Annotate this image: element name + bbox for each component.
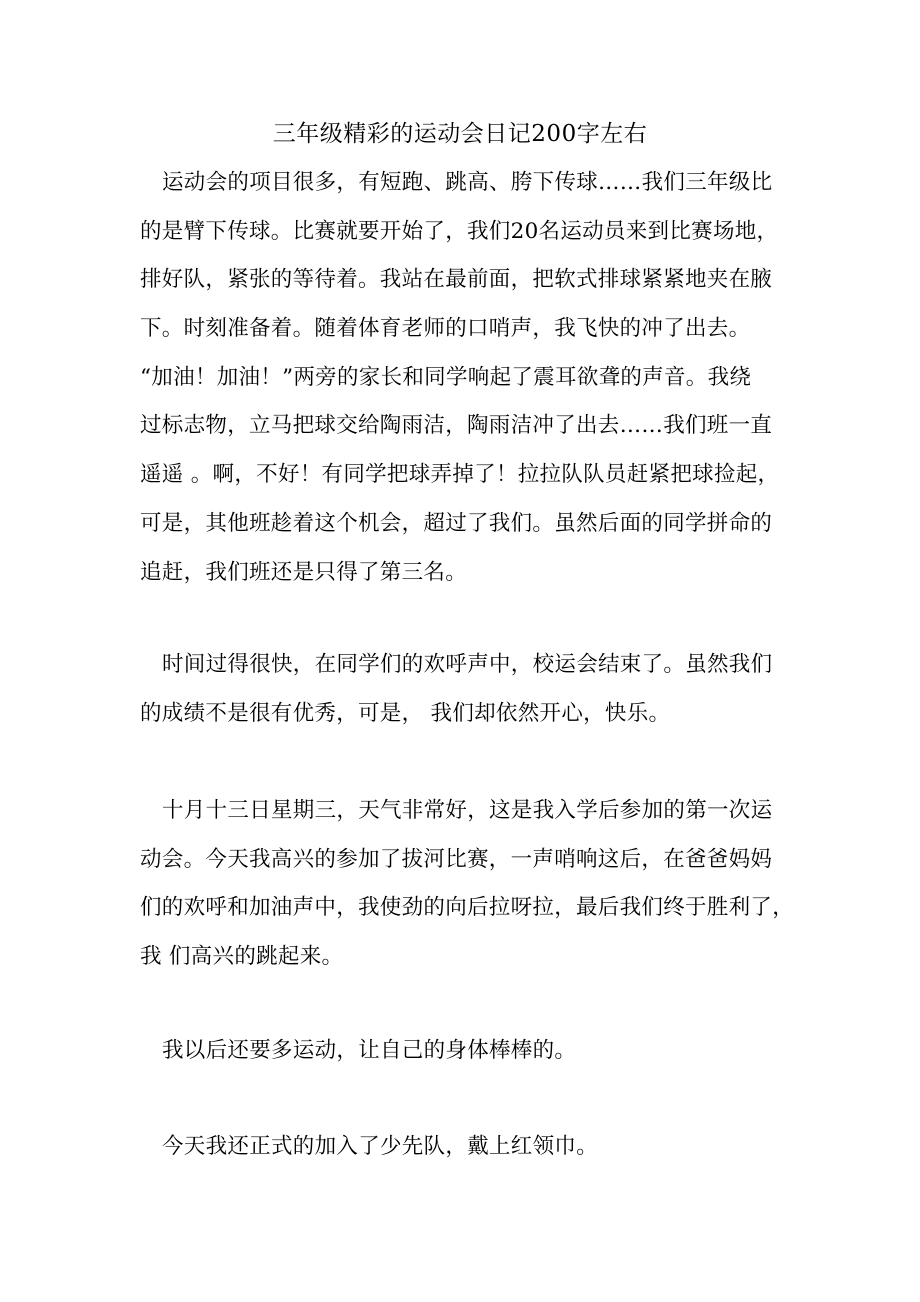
text-line: 排好队，紧张的等待着。我站在最前面，把软式排球紧紧地夹在腋 [140,267,773,293]
paragraph-1 [140,159,790,597]
text-line: 十月十三日星期三，天气非常好，这是我入学后参加的第一次运 [162,798,773,823]
paragraph-2 [140,641,790,738]
text-line: 今天我还正式的加入了少先队，戴上红领巾。 [162,1134,599,1159]
text-line: 时间过得很快，在同学们的欢呼声中，校运会结束了。虽然我们 [162,652,773,677]
text-line: 追赶，我们班还是只得了第三名。 [140,559,468,585]
text-line: 动会。今天我高兴的参加了拔河比赛，一声哨响这后，在爸爸妈妈 [140,846,773,872]
text-line: 可是，其他班趁着这个机会，超过了我们。虽然后面的同学拼命的 [140,510,773,536]
text-line: 我 们高兴的跳起来。 [140,944,344,970]
text-line: 们的欢呼和加油声中，我使劲的向后拉呀拉，最后我们终于胜利了， [140,895,795,921]
document-title: 三年级精彩的运动会日记200字左右 [272,121,648,147]
text-line: 的是臂下传球。比赛就要开始了，我们20名运动员来到比赛场地， [140,218,779,244]
text-line: 过标志物，立马把球交给陶雨洁，陶雨洁冲了出去……我们班一直 [140,413,773,439]
text-line: 我以后还要多运动，让自己的身体棒棒的。 [162,1038,577,1063]
text-line: “加油！加油！”两旁的家长和同学响起了震耳欲聋的声音。我绕 [140,364,752,390]
text-line: 运动会的项目很多，有短跑、跳高、胯下传球……我们三年级比 [162,170,773,195]
text-line: 遥遥 。啊，不好！有同学把球弄掉了！拉拉队队员赶紧把球捡起， [140,462,780,488]
paragraph-3 [140,787,795,982]
text-line: 的成绩不是很有优秀，可是， 我们却依然开心，快乐。 [140,700,671,726]
paragraph-5 [140,1123,790,1172]
text-line: 下。时刻准备着。随着体育老师的口哨声，我飞快的冲了出去。 [140,316,751,342]
paragraph-4 [140,1027,790,1076]
